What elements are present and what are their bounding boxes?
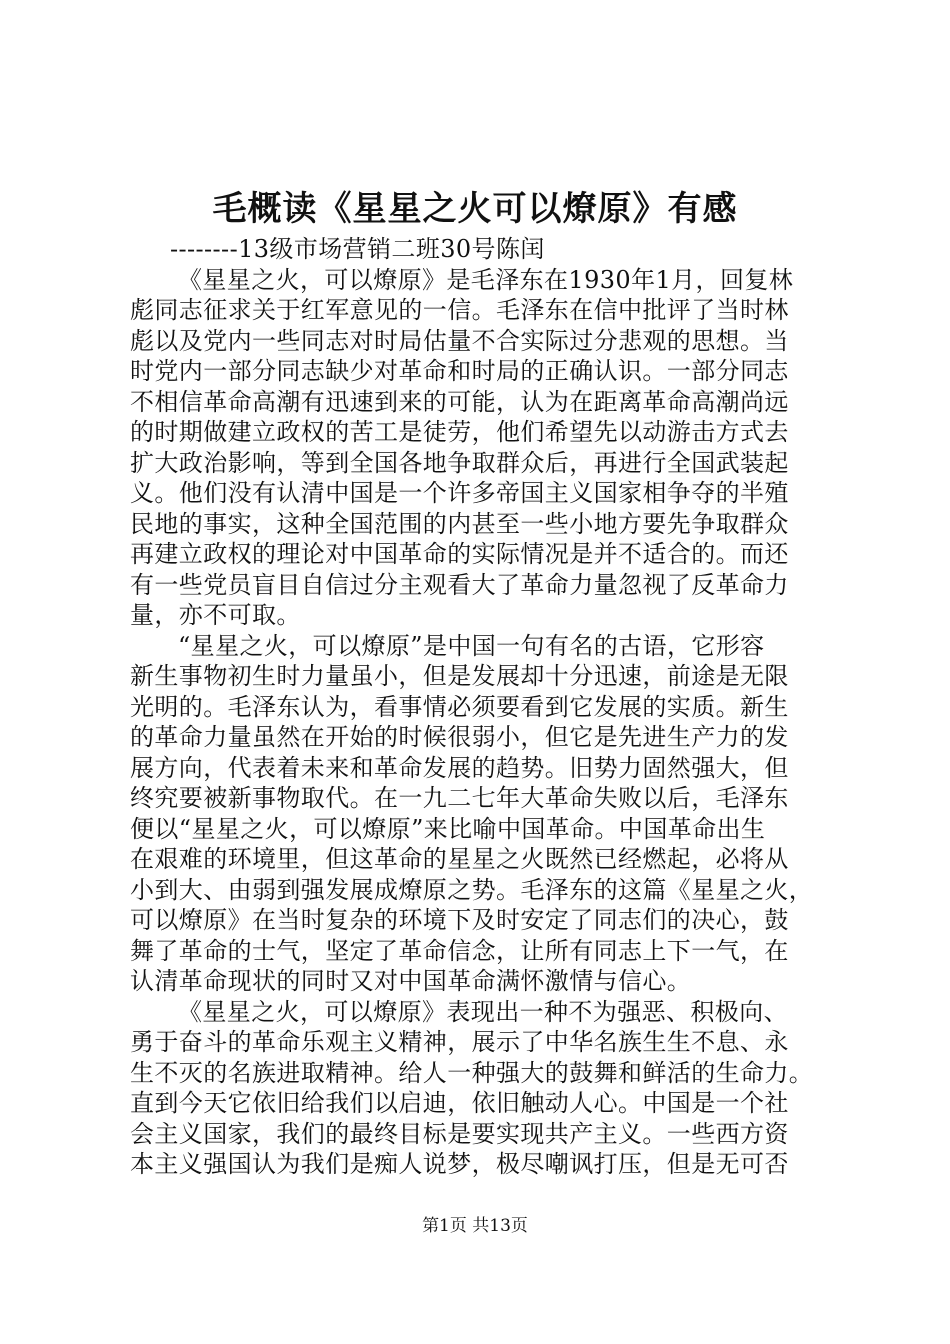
paragraph-line: 《星星之火，可以燎原》表现出一种不为强恶、积极向、 [178, 997, 788, 1026]
paragraph-line: 小到大、由弱到强发展成燎原之势。毛泽东的这篇《星星之火， [130, 875, 814, 904]
paragraph-line: 义。他们没有认清中国是一个许多帝国主义国家相争夺的半殖 [130, 479, 789, 507]
document-title: 毛概读《星星之火可以燎原》有感 [212, 189, 738, 229]
paragraph-line: 时党内一部分同志缺少对革命和时局的正确认识。一部分同志 [130, 357, 789, 385]
paragraph-line: 生不灭的名族进取精神。给人一种强大的鼓舞和鲜活的生命力。 [130, 1058, 814, 1087]
paragraph-line: 再建立政权的理论对中国革命的实际情况是并不适合的。而还 [130, 540, 789, 568]
paragraph-line: 新生事物初生时力量虽小，但是发展却十分迅速，前途是无限 [130, 662, 789, 690]
paragraph-line: 在艰难的环境里，但这革命的星星之火既然已经燃起，必将从 [130, 845, 789, 873]
paragraph-line: 彪同志征求关于红军意见的一信。毛泽东在信中批评了当时林 [130, 296, 789, 324]
paragraph-line: 直到今天它依旧给我们以启迪，依旧触动人心。中国是一个社 [130, 1089, 789, 1117]
paragraph-line: 终究要被新事物取代。在一九二七年大革命失败以后，毛泽东 [130, 784, 789, 812]
paragraph-line: 本主义强国认为我们是痴人说梦，极尽嘲讽打压，但是无可否 [130, 1150, 789, 1178]
paragraph-line: “星星之火，可以燎原”是中国一句有名的古语，它形容 [178, 631, 765, 660]
paragraph-line: 民地的事实，这种全国范围的内甚至一些小地方要先争取群众 [130, 509, 789, 538]
paragraph-line: 扩大政治影响，等到全国各地争取群众后，再进行全国武装起 [130, 448, 789, 477]
paragraph-line: 会主义国家，我们的最终目标是要实现共产主义。一些西方资 [130, 1119, 789, 1148]
paragraph-line: 不相信革命高潮有迅速到来的可能，认为在距离革命高潮尚远 [130, 387, 789, 416]
paragraph-line: 可以燎原》在当时复杂的环境下及时安定了同志们的决心，鼓 [130, 906, 789, 934]
paragraph-line: 量，亦不可取。 [130, 601, 301, 629]
document-body [130, 234, 830, 1180]
page-number-footer: 第1页 共13页 [422, 1216, 528, 1236]
paragraph-line: 的时期做建立政权的苦工是徒劳，他们希望先以动游击方式去 [130, 418, 789, 446]
paragraph-line: 展方向，代表着未来和革命发展的趋势。旧势力固然强大，但 [130, 753, 789, 782]
paragraph-line: 勇于奋斗的革命乐观主义精神，展示了中华名族生生不息、永 [130, 1028, 789, 1056]
paragraph-line: 光明的。毛泽东认为，看事情必须要看到它发展的实质。新生 [130, 692, 789, 721]
paragraph-line: 彪以及党内一些同志对时局估量不合实际过分悲观的思想。当 [130, 326, 789, 355]
paragraph-line: 《星星之火，可以燎原》是毛泽东在1930年1月，回复林 [178, 265, 794, 294]
byline: --------13级市场营销二班30号陈闰 [170, 235, 545, 263]
paragraph-line: 有一些党员盲目自信过分主观看大了革命力量忽视了反革命力 [130, 570, 789, 599]
paragraph-line: 认清革命现状的同时又对中国革命满怀激情与信心。 [130, 967, 692, 995]
paragraph-line: 的革命力量虽然在开始的时候很弱小，但它是先进生产力的发 [130, 723, 789, 751]
paragraph-line: 便以“星星之火，可以燎原”来比喻中国革命。中国革命出生 [130, 814, 766, 843]
paragraph-line: 舞了革命的士气，坚定了革命信念，让所有同志上下一气，在 [130, 936, 789, 965]
